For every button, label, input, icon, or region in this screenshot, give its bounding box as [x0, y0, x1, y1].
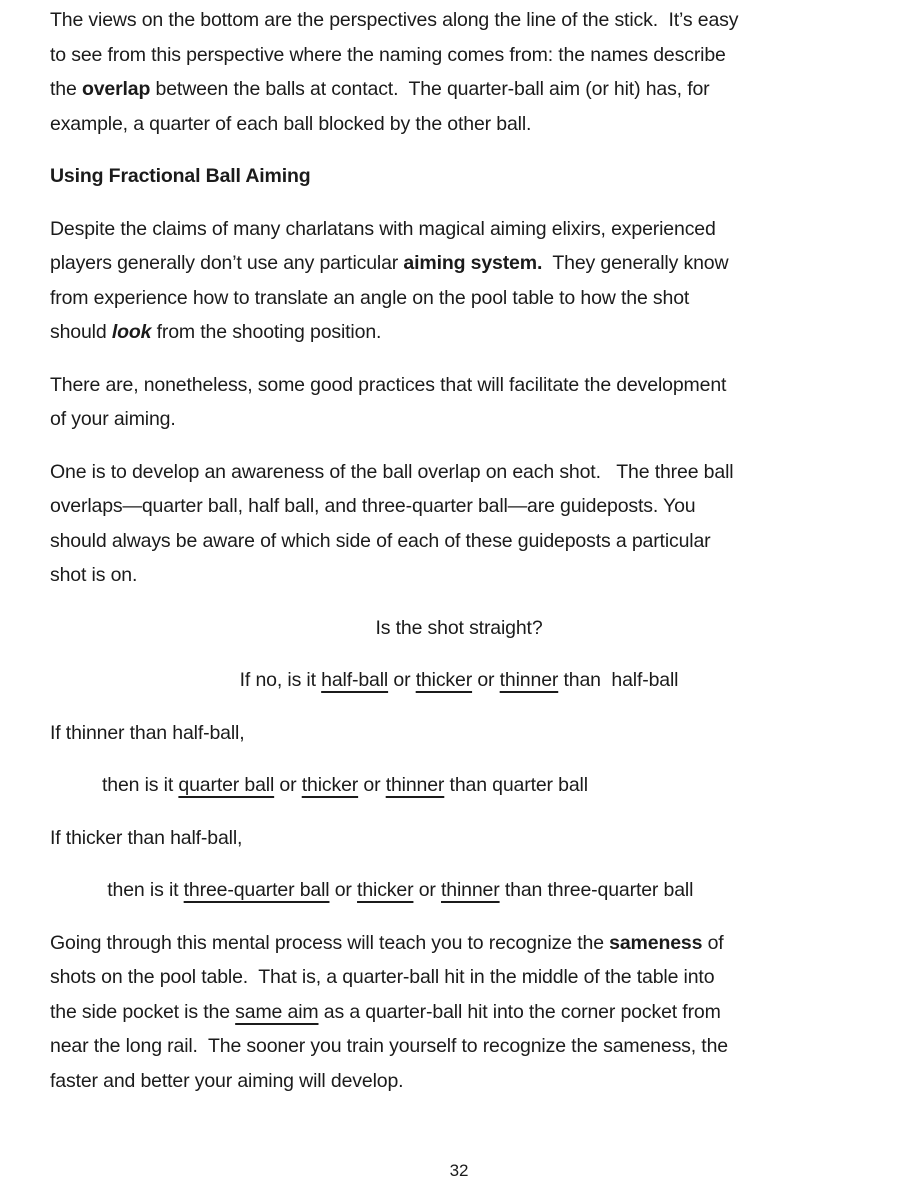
text-line	[50, 558, 868, 593]
text-segment: or	[388, 669, 416, 691]
text-segment: players generally don’t use any particular	[50, 252, 404, 274]
text-segment: or	[413, 879, 442, 901]
text-segment: between the balls at contact. The quarter-ball aim (or hit) has, for	[150, 78, 710, 100]
text-segment: overlaps—quarter ball, half ball, and three-quarter ball—are guideposts. You	[50, 495, 696, 517]
text-segment: Going through this mental process will teach you to recognize the	[50, 931, 610, 954]
text-segment: shots on the pool table. That is, a quarter-ball hit in the middle of the table into	[50, 966, 715, 988]
text-segment: should always be aware of which side of each of these guideposts a particular	[50, 529, 711, 552]
text-line	[50, 402, 868, 437]
text-segment: or	[472, 669, 500, 691]
text-segment: or	[274, 774, 302, 796]
text-line	[50, 159, 868, 194]
text-segment: look	[111, 321, 152, 343]
text-segment: There are, nonetheless, some good practices that will facilitate the development	[50, 373, 727, 396]
text-segment: thicker	[415, 669, 473, 691]
text-line	[50, 1064, 868, 1099]
text-segment: aiming system.	[403, 252, 543, 274]
text-segment: should	[50, 321, 112, 343]
text-segment: then is it	[102, 879, 184, 901]
text-segment: as a quarter-ball hit into the corner pocket from	[318, 1000, 721, 1023]
indented	[50, 768, 868, 803]
text-line	[50, 107, 868, 142]
text-line	[50, 611, 868, 646]
text-segment: than quarter ball	[444, 774, 588, 796]
text-segment: three-quarter ball	[183, 879, 330, 901]
text-segment: the	[50, 78, 82, 100]
text-segment: sameness	[609, 931, 703, 954]
text-line	[50, 663, 868, 698]
text-segment: thinner	[385, 774, 445, 796]
text-line	[50, 315, 868, 350]
text-segment: faster and better your aiming will develop.	[50, 1069, 404, 1092]
section-heading	[50, 159, 868, 194]
text-line	[50, 768, 868, 803]
text-segment: Is the shot straight?	[375, 616, 543, 639]
text-segment: from experience how to translate an angle on the pool table to how the shot	[50, 286, 690, 309]
text-segment: If thinner than half-ball,	[50, 721, 245, 744]
indented	[50, 873, 868, 908]
paragraph	[50, 821, 868, 856]
text-segment: of your aiming.	[50, 408, 176, 430]
text-segment: thinner	[499, 669, 559, 691]
text-segment: thicker	[301, 774, 359, 796]
text-segment: quarter ball	[178, 774, 275, 796]
text-segment: from the shooting position.	[151, 321, 382, 343]
text-line	[50, 489, 868, 524]
text-segment: shot is on.	[50, 564, 138, 586]
text-segment: half-ball	[321, 669, 389, 691]
page-footer	[50, 1158, 868, 1184]
text-segment: overlap	[81, 78, 151, 100]
text-line	[50, 455, 868, 490]
text-line	[50, 38, 868, 73]
paragraph	[50, 455, 868, 593]
text-segment: One is to develop an awareness of the ball overlap on each shot. The three ball	[50, 460, 734, 483]
text-line	[50, 960, 868, 995]
text-segment: Despite the claims of many charlatans with magical aiming elixirs, experienced	[50, 217, 716, 240]
text-line	[50, 212, 868, 247]
centered	[50, 663, 868, 698]
text-segment: or	[329, 879, 358, 901]
page-content	[50, 3, 868, 1098]
text-line	[50, 995, 868, 1030]
text-line	[50, 716, 868, 751]
text-line	[50, 821, 868, 856]
text-line	[50, 246, 868, 281]
text-segment: The views on the bottom are the perspectives along the line of the stick. It’s easy	[50, 9, 739, 31]
text-segment: They generally know	[542, 252, 729, 274]
text-segment: or	[358, 774, 386, 796]
page-number: 32	[449, 1161, 469, 1180]
text-line	[50, 524, 868, 559]
text-line	[50, 3, 868, 38]
text-line	[50, 1029, 868, 1064]
text-segment: If no, is it	[239, 669, 322, 691]
centered	[50, 611, 868, 646]
text-line	[50, 873, 868, 908]
text-segment: than three-quarter ball	[499, 879, 694, 901]
text-segment: to see from this perspective where the naming comes from: the names describe	[50, 43, 726, 66]
text-line	[50, 926, 868, 961]
text-line	[50, 281, 868, 316]
text-segment: Using Fractional Ball Aiming	[50, 165, 311, 187]
paragraph	[50, 716, 868, 751]
text-line	[50, 368, 868, 403]
paragraph	[50, 926, 868, 1099]
text-segment: same aim	[235, 1000, 319, 1023]
text-segment: of	[702, 931, 724, 954]
text-segment: thinner	[441, 879, 500, 901]
text-segment: then is it	[102, 774, 179, 796]
text-segment: thicker	[357, 879, 414, 901]
text-segment: If thicker than half-ball,	[50, 826, 243, 849]
text-segment: example, a quarter of each ball blocked by the other ball.	[50, 112, 532, 135]
paragraph	[50, 368, 868, 437]
paragraph	[50, 3, 868, 141]
paragraph	[50, 212, 868, 350]
text-line	[50, 72, 868, 107]
text-segment: the side pocket is the	[50, 1000, 236, 1023]
text-segment: than half-ball	[558, 669, 679, 691]
text-segment: near the long rail. The sooner you train yourself to recognize the sameness, the	[50, 1035, 728, 1057]
